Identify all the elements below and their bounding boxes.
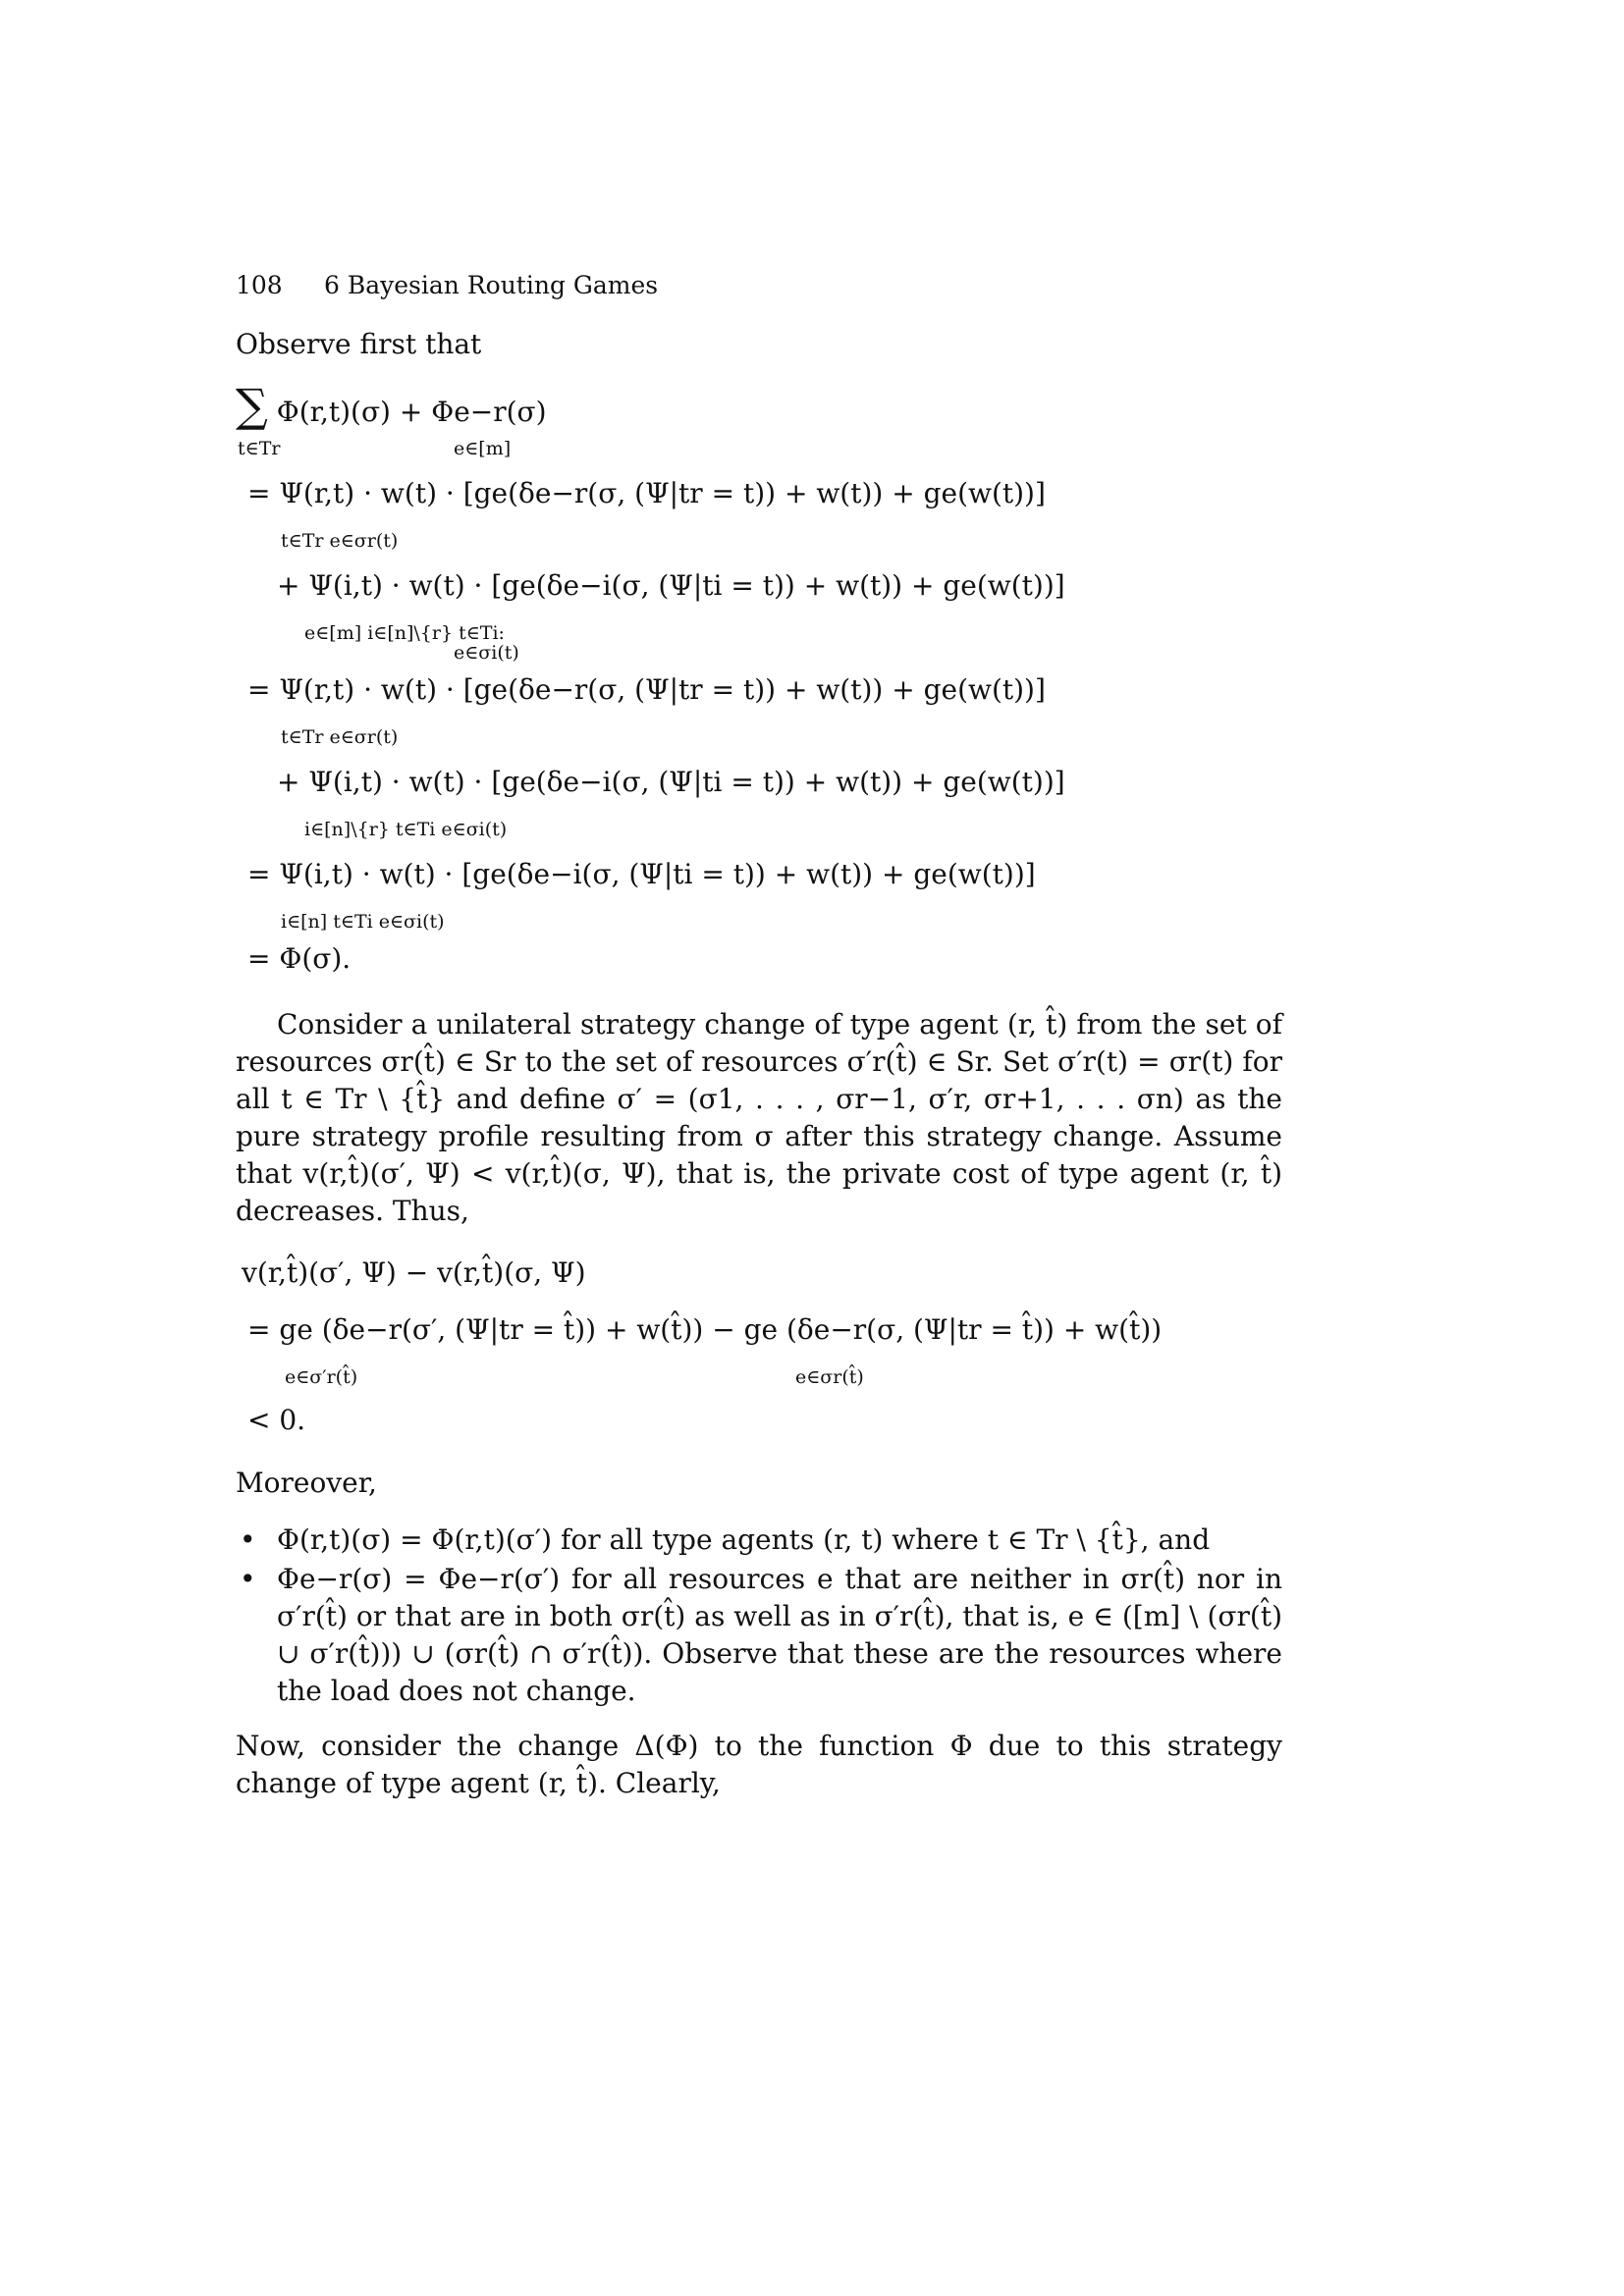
paragraph-strategy-change: Consider a unilateral strategy change of type agent (r, t̂) from the set of resources σr(t̂) ∈ Sr to the set of resources σ′r(t̂) ∈ Sr. Set σ′r(t) = σr(t) for all t ∈ Tr \ {t̂} and define σ′ = (σ1, . . . , σr−1, σ′r, σr+1, . . . σn) as the pure strategy profile resulting from σ after this strategy change. Assume that v(r,t̂)(σ′, Ψ) < v(r,t̂)(σ, Ψ), that is, the private cost of type agent (r, t̂) decreases. Thus, (236, 1008, 1282, 1227)
moreover-text: Moreover, (236, 1467, 377, 1499)
difference-line-2-index: e∈σ′r(t̂) (285, 1366, 358, 1388)
difference-line-2: = ge (δe−r(σ′, (Ψ|tr = t̂)) + w(t̂)) − ge (δe−r(σ, (Ψ|tr = t̂)) + w(t̂)) (247, 1313, 1163, 1346)
derivation-line-2-index: t∈Tr e∈σr(t) (281, 530, 399, 552)
running-header (236, 271, 658, 299)
derivation-line-1-index: t∈Tr (238, 438, 281, 459)
sum-symbol: ∑ (236, 379, 268, 432)
derivation-line-5-index: i∈[n]\{r} t∈Ti e∈σi(t) (304, 819, 508, 840)
intro-text: Observe first that (236, 328, 482, 360)
derivation-line-3-index: e∈[m] i∈[n]\{r} t∈Ti: (304, 622, 505, 644)
derivation-line-2: = Ψ(r,t) · w(t) · [ge(δe−r(σ, (Ψ|tr = t)) + w(t)) + ge(w(t))] (247, 477, 1046, 509)
derivation-line-4-index: t∈Tr e∈σr(t) (281, 726, 399, 748)
derivation-line-3-index-2: e∈σi(t) (454, 642, 519, 664)
derivation-line-3: + Ψ(i,t) · w(t) · [ge(δe−i(σ, (Ψ|ti = t)) + w(t)) + ge(w(t))] (277, 569, 1065, 602)
bullet-item: • Φe−r(σ) = Φe−r(σ′) for all resources e that are neither in σr(t̂) nor in σ′r(t̂) or that are in both σr(t̂) as well as in σ′r(t̂), that is, e ∈ ([m] \ (σr(t̂) ∪ σ′r(t̂))) ∪ (σr(t̂) ∩ σ′r(t̂)). Observe that these are the resources where the load does not change. (240, 1563, 1282, 1707)
page-number: 108 (236, 271, 283, 299)
derivation-line-1-index-2: e∈[m] (454, 438, 512, 459)
difference-line-1: v(r,t̂)(σ′, Ψ) − v(r,t̂)(σ, Ψ) (242, 1256, 586, 1289)
bullet-item: • Φ(r,t)(σ) = Φ(r,t)(σ′) for all type agents (r, t) where t ∈ Tr \ {t̂}, and (236, 1522, 1282, 1559)
derivation-line-6: = Ψ(i,t) · w(t) · [ge(δe−i(σ, (Ψ|ti = t)) + w(t)) + ge(w(t))] (247, 858, 1036, 890)
derivation-line-4: = Ψ(r,t) · w(t) · [ge(δe−r(σ, (Ψ|tr = t)) + w(t)) + ge(w(t))] (247, 673, 1046, 706)
paragraph-delta: Now, consider the change Δ(Φ) to the function Φ due to this strategy change of type agent (r, t̂). Clearly, (236, 1730, 1282, 1799)
difference-line-3: < 0. (247, 1404, 306, 1436)
derivation-line-1: ∑ Φ(r,t)(σ) + Φe−r(σ) (236, 379, 547, 432)
difference-line-2-index-2: e∈σr(t̂) (795, 1366, 864, 1388)
running-title: 6 Bayesian Routing Games (324, 271, 659, 299)
derivation-line-5: + Ψ(i,t) · w(t) · [ge(δe−i(σ, (Ψ|ti = t)) + w(t)) + ge(w(t))] (277, 766, 1065, 798)
derivation-line-7: = Φ(σ). (247, 942, 352, 975)
bullet-icon: • (240, 1563, 256, 1595)
bullet-icon: • (240, 1523, 256, 1556)
bullet-list (236, 1522, 1282, 1712)
derivation-line-6-index: i∈[n] t∈Ti e∈σi(t) (281, 911, 445, 933)
